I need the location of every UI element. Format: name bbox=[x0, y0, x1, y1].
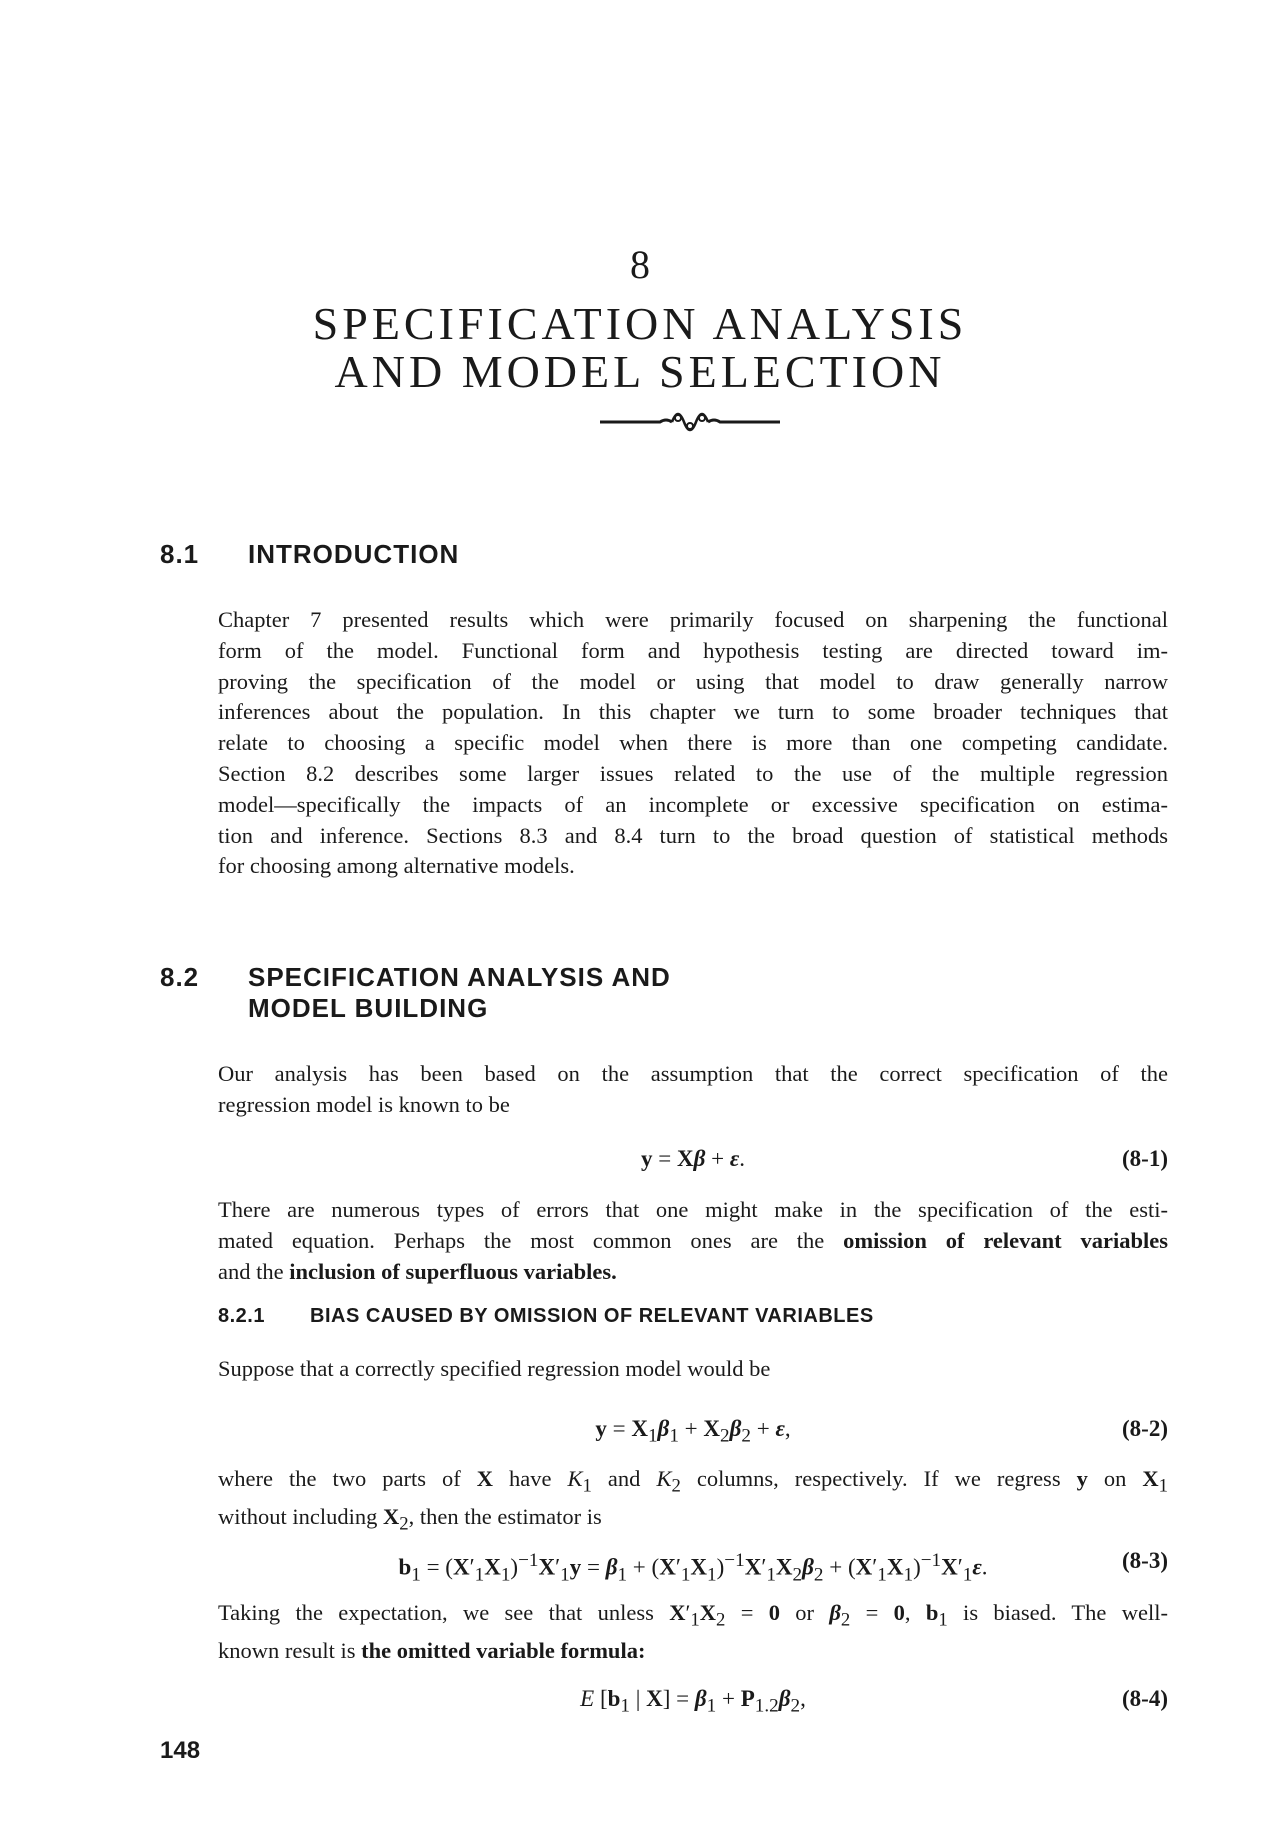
equation-8-2-tag: (8-2) bbox=[1122, 1416, 1168, 1441]
section-8-2-title-line-1: SPECIFICATION ANALYSIS AND bbox=[248, 962, 671, 992]
section-8-1-title: INTRODUCTION bbox=[248, 539, 460, 569]
intro-line: relate to choosing a specific model when there is more than one competing candidate. bbox=[218, 730, 1168, 756]
chapter-title-line-2: AND MODEL SELECTION bbox=[334, 346, 946, 397]
equation-8-3-tag: (8-3) bbox=[1122, 1548, 1168, 1573]
equation-8-4-body: E [$b_1$ | $X] = \beta_1 + P_{1.2}\beta_2$, bbox=[580, 1686, 806, 1717]
spec-paragraph-2 bbox=[218, 1195, 1168, 1287]
omission-paragraph-2 bbox=[218, 1464, 1168, 1541]
text-run: without including bbox=[218, 1504, 383, 1530]
spec-line bbox=[218, 1226, 1168, 1257]
text-run: have bbox=[493, 1466, 568, 1491]
term-inclusion: inclusion of superfluous variables. bbox=[289, 1258, 617, 1284]
intro-paragraph bbox=[218, 605, 1168, 882]
text-run: mated equation. Perhaps the most common ones are the bbox=[218, 1227, 844, 1253]
spec-line: regression model is known to be bbox=[218, 1091, 510, 1117]
intro-line: proving the specification of the model or using that model to draw generally narrow bbox=[218, 668, 1168, 694]
chapter-title-line-1: SPECIFICATION ANALYSIS bbox=[312, 298, 968, 349]
equation-8-3-body: $b_1 = (X'_1X_1)^{-1}X'_1y = \beta_1 + (X'_1X_1)^{-1}X'_1X_2\beta_2 + (X'_1X_1)^{-1}X'_1\varepsilon$. bbox=[398, 1550, 988, 1586]
spec-paragraph-1 bbox=[218, 1059, 1168, 1121]
intro-line: for choosing among alternative models. bbox=[218, 853, 575, 879]
text-run: Taking the expectation, we see that unless bbox=[218, 1600, 670, 1625]
intro-line: Section 8.2 describes some larger issues related to the use of the multiple regression bbox=[218, 760, 1168, 786]
section-8-2-number: 8.2 bbox=[160, 962, 200, 992]
term-omission: omission of relevant variables bbox=[843, 1227, 1168, 1253]
omission-paragraph-3 bbox=[218, 1598, 1168, 1667]
section-8-2-title-line-2: MODEL BUILDING bbox=[248, 993, 489, 1023]
equation-8-1-tag: (8-1) bbox=[1122, 1146, 1168, 1171]
intro-line: inferences about the population. In this chapter we turn to some broader techniques that bbox=[218, 699, 1168, 725]
chapter-number: 8 bbox=[630, 242, 650, 287]
text-run: columns, respectively. If we regress bbox=[680, 1466, 1077, 1491]
intro-line: model—specifically the impacts of an incomplete or excessive specification on estima- bbox=[218, 791, 1168, 817]
text-run: where the two parts of bbox=[218, 1466, 477, 1491]
spec-line bbox=[218, 1257, 1168, 1288]
omission-line: Taking the expectation, we see that unless $X'_1X_2 = 0$ or $\beta_2 = 0$, $b_1$ is biased. The well- bbox=[218, 1600, 1168, 1631]
omission-paragraph-1 bbox=[218, 1354, 1168, 1385]
text-run: known result is bbox=[218, 1638, 362, 1664]
intro-line: Chapter 7 presented results which were primarily focused on sharpening the functional bbox=[218, 607, 1168, 632]
text-run: on bbox=[1087, 1466, 1143, 1491]
text-run: is biased. The well- bbox=[947, 1600, 1168, 1625]
intro-line: tion and inference. Sections 8.3 and 8.4 turn to the broad question of statistical methods bbox=[218, 822, 1168, 848]
ornament-flourish-icon bbox=[590, 400, 790, 440]
spec-line: Our analysis has been based on the assumption that the correct specification of the bbox=[218, 1061, 1168, 1086]
text-run: or bbox=[779, 1600, 830, 1625]
text-run: , then the estimator is bbox=[408, 1504, 602, 1530]
omission-line bbox=[218, 1636, 1168, 1667]
subsection-8-2-1-title: BIAS CAUSED BY OMISSION OF RELEVANT VARIABLES bbox=[310, 1305, 874, 1327]
equation-8-2-body: $y = X_1\beta_1 + X_2\beta_2 + \varepsilon$, bbox=[595, 1416, 791, 1447]
section-8-2-title bbox=[248, 962, 671, 1024]
text-run: and bbox=[591, 1466, 657, 1491]
equation-8-1-body: y = Xβ + ε. bbox=[640, 1146, 746, 1171]
page-number: 148 bbox=[160, 1737, 201, 1764]
equation-8-4-tag: (8-4) bbox=[1122, 1686, 1168, 1711]
term-omitted-variable-formula: the omitted variable formula: bbox=[361, 1638, 646, 1664]
chapter-title bbox=[0, 300, 1280, 396]
omission-line: Suppose that a correctly specified regression model would be bbox=[218, 1356, 771, 1381]
intro-line: form of the model. Functional form and hypothesis testing are directed toward im- bbox=[218, 637, 1168, 663]
omission-line: without including $X_2$, then the estimator is bbox=[218, 1504, 602, 1535]
text-run: and the bbox=[218, 1258, 290, 1284]
omission-line: where the two parts of X have $K_1$ and $K_2$ columns, respectively. If we regress y on $X_1$ bbox=[218, 1466, 1168, 1497]
subsection-8-2-1-number: 8.2.1 bbox=[218, 1305, 265, 1327]
spec-line: There are numerous types of errors that one might make in the specification of the esti- bbox=[218, 1197, 1168, 1222]
section-8-1-number: 8.1 bbox=[160, 539, 200, 569]
